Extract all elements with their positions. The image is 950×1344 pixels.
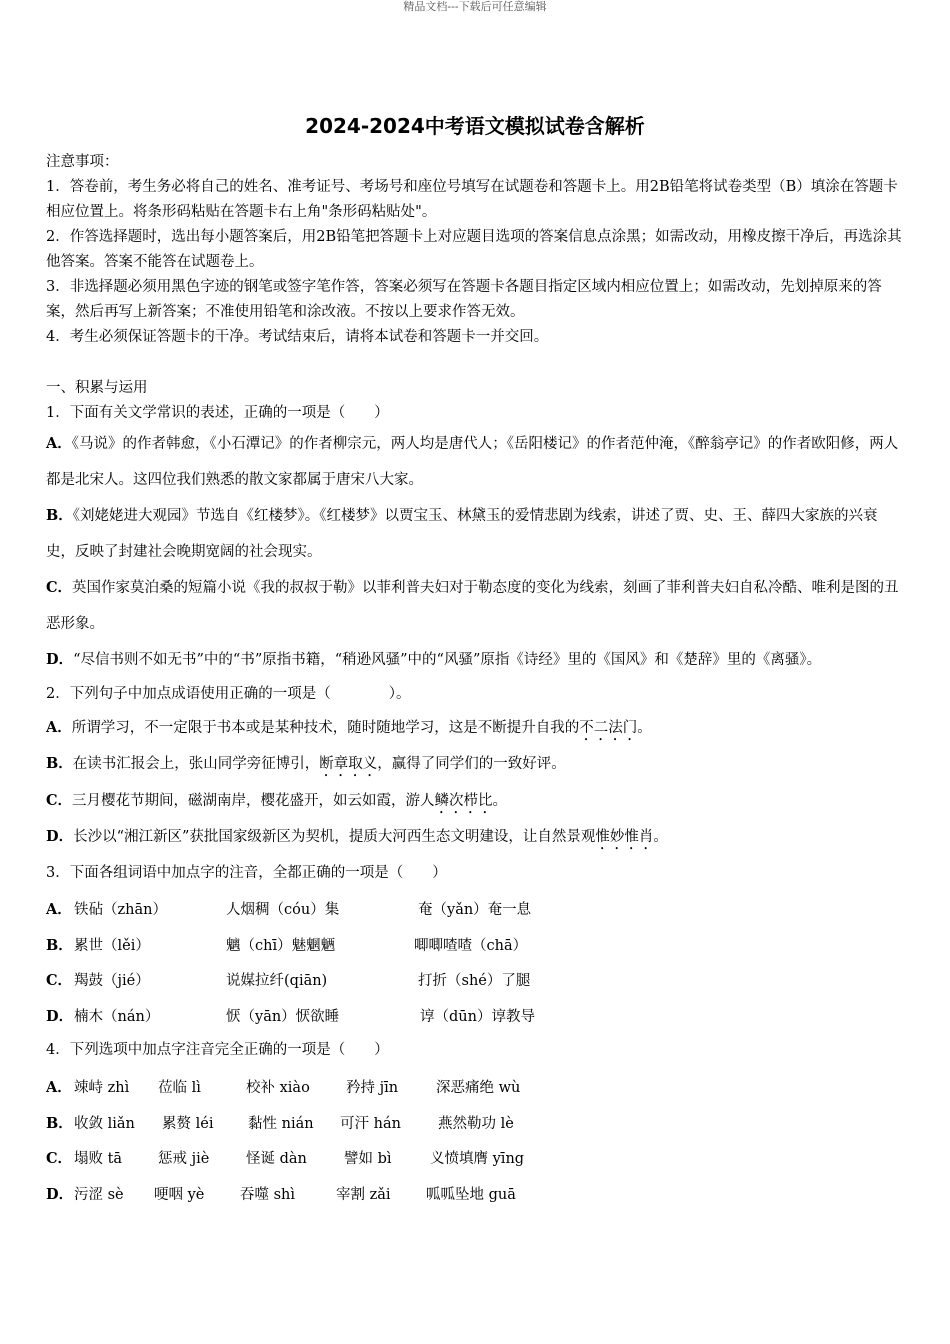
question-1-option-b [46,498,906,570]
option-text: 《刘姥姥进大观园》节选自《红楼梦》。《红楼梦》以贾宝玉、林黛玉的爱情悲剧为线索，讲述了贾、史、王、薛四大家族的兴衰史，反映了封建社会晚期宽阔的社会现实。 [46,508,878,560]
word-cell: 收敛 liǎn [74,1115,135,1132]
notice-item-1: 1．答卷前，考生务必将自己的姓名、准考证号、考场号和座位号填写在试题卷和答题卡上。用2B铅笔将试卷类型（B）填涂在答题卡相应位置上。将条形码粘贴在答题卡右上角"条形码粘贴处"。 [46,179,898,220]
word-cell: 累赘 léi [162,1115,214,1132]
question-1-stem: 1．下面有关文学常识的表述，正确的一项是（ ） [46,405,389,421]
option-text: 三月樱花节期间，磁湖南岸，樱花盛开，如云如霞，游人 [72,792,435,809]
option-text: 英国作家莫泊桑的短篇小说《我的叔叔于勒》以菲利普夫妇对于勒态度的变化为线索，刻画了菲利普夫妇自私冷酷、唯利是图的丑恶形象。 [46,580,899,632]
option-label: D． [46,1008,74,1026]
question-4-option-b [46,1104,906,1140]
word-cell: 铁砧（zhān） [74,902,167,919]
question-1-option-a [46,426,906,498]
notice-heading: 注意事项： [46,154,119,170]
word-cell: 唧唧喳喳（chā） [414,937,528,954]
option-text-end: ，赢得了同学们的一致好评。 [377,756,566,772]
word-cell: 楠木（nán） [74,1009,160,1026]
option-label: B． [46,507,73,524]
option-label: D． [46,828,74,845]
word-cell: 恹（yān）恹欲睡 [226,1009,340,1026]
option-label: B． [46,1114,73,1132]
page-title: 2024-2024中考语文模拟试卷含解析 [305,114,645,138]
document-body [46,150,906,1211]
option-label: B． [46,936,73,954]
question-2-option-c [46,783,906,820]
option-label: D． [46,1185,74,1203]
notice-item-3: 3．非选择题必须用黑色字迹的钢笔或签字笔作答，答案必须写在答题卡各题目指定区域内相应位置上；如需改动，先划掉原来的答案，然后再写上新答案；不准使用铅笔和涂改液。不按以上要求作答无效。 [46,279,882,320]
word-cell: 矜持 jīn [346,1080,399,1097]
option-text: 所谓学习，不一定限于书本或是某种技术，随时随地学习，这是不断提升自我的 [71,719,580,736]
word-cell: 奄（yǎn）奄一息 [418,902,532,919]
question-4-option-a [46,1069,906,1105]
option-text-end: 。 [637,719,652,736]
dotted-idiom: 断章取义 [319,756,378,772]
dotted-idiom: 惟妙惟肖 [595,829,654,845]
question-3-option-b [46,927,906,963]
word-cell: 莅临 lì [158,1080,201,1097]
word-cell: 累世（lěi） [74,937,150,954]
question-3-option-a [46,891,906,927]
option-label: C． [46,1150,73,1168]
option-label: D． [46,651,74,668]
word-cell: 竦峙 zhì [74,1080,130,1097]
option-label: C． [46,579,73,596]
question-4-option-c [46,1140,906,1176]
word-cell: 人烟稠（cóu）集 [226,902,340,919]
question-3-option-d [46,998,906,1034]
word-cell: 谆（dūn）谆教导 [420,1009,535,1026]
word-cell: 呱呱坠地 guā [426,1186,516,1203]
option-label: A． [46,718,72,736]
word-cell: 哽咽 yè [154,1186,205,1203]
notice-item-2: 2．作答选择题时，选出每小题答案后，用2B铅笔把答题卡上对应题目选项的答案信息点涂黑；如需改动，用橡皮擦干净后，再选涂其他答案。答案不能答在试题卷上。 [46,229,902,270]
question-4-stem: 4．下列选项中加点字注音完全正确的一项是（ ） [46,1042,389,1059]
word-cell: 校补 xiào [246,1080,310,1097]
word-cell: 说媒拉纤(qiān) [226,973,328,990]
question-2-option-b [46,746,906,783]
question-2-option-d [46,819,906,856]
word-cell: 黏性 nián [248,1115,314,1132]
word-cell: 可汗 hán [340,1115,401,1132]
word-cell: 譬如 bì [344,1151,392,1168]
word-cell: 魑（chī）魅魍魉 [226,937,336,954]
section-heading: 一、积累与运用 [46,380,148,396]
spacer [46,350,906,376]
option-text: 《马说》的作者韩愈，《小石潭记》的作者柳宗元，两人均是唐代人；《岳阳楼记》的作者范仲淹，《醉翁亭记》的作者欧阳修，两人都是北宋人。这四位我们熟悉的散文家都属于唐宋八大家。 [46,436,899,488]
option-text-end: 。 [653,829,668,845]
word-cell: 羯鼓（jié） [74,973,150,990]
question-2-option-a [46,710,906,747]
option-label: C． [46,972,73,990]
word-cell: 义愤填膺 yīng [430,1151,525,1168]
header-note: 精品文档---下载后可任意编辑 [403,0,547,13]
word-cell: 塌败 tā [74,1151,123,1168]
word-cell: 吞噬 shì [240,1186,296,1203]
word-cell: 深恶痛绝 wù [436,1080,521,1097]
notice-item-4: 4．考生必须保证答题卡的干净。考试结束后，请将本试卷和答题卡一并交回。 [46,329,549,345]
word-cell: 惩戒 jiè [158,1151,210,1168]
dotted-idiom: 不二法门 [579,719,638,736]
option-label: A． [46,435,72,452]
word-cell: 宰割 zǎi [336,1186,391,1203]
word-cell: 污涩 sè [74,1186,124,1203]
question-4-option-d [46,1176,906,1212]
question-2-stem: 2．下列句子中加点成语使用正确的一项是（ ）。 [46,685,411,702]
question-1-option-d [46,642,906,679]
word-cell: 怪诞 dàn [246,1151,307,1168]
option-text: “尽信书则不如无书”中的“书”原指书籍，“稍逊风骚”中的“风骚”原指《诗经》里的《国风》和《楚辞》里的《离骚》。 [73,652,822,668]
question-3-option-c [46,962,906,998]
question-1-option-c [46,570,906,642]
option-label: C． [46,791,73,809]
option-text-end: 。 [492,792,508,809]
option-label: A． [46,901,72,919]
option-label: A． [46,1079,72,1097]
option-text: 在读书汇报会上，张山同学旁征博引， [72,756,320,772]
word-cell: 打折（shé）了腿 [418,973,531,990]
word-cell: 燕然勒功 lè [438,1115,514,1132]
option-label: B． [46,755,73,772]
question-3-stem: 3．下面各组词语中加点字的注音，全都正确的一项是（ ） [46,864,447,881]
option-text: 长沙以“湘江新区”获批国家级新区为契机，提质大河西生态文明建设，让自然景观 [73,829,596,845]
dotted-idiom: 鳞次栉比 [434,792,493,809]
